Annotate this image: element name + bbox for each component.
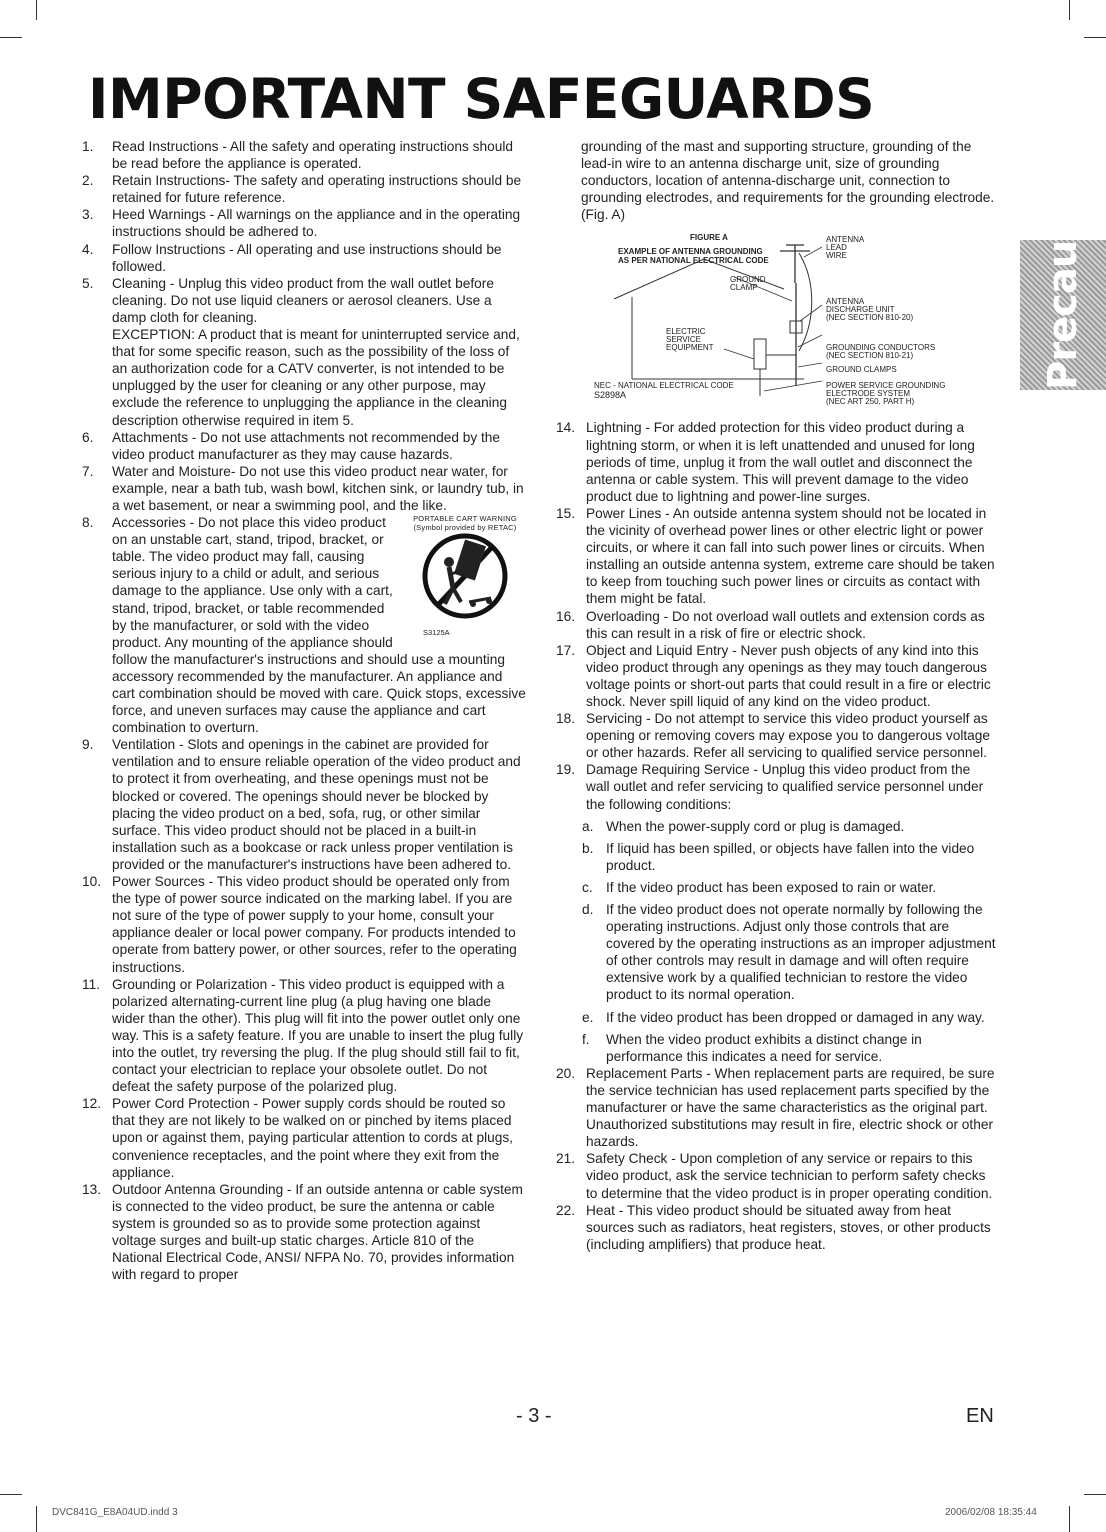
item-text: Outdoor Antenna Grounding - If an outside antenna or cable system is connected to the video product, be sure the antenna or cable system is grounded so as to provide some protection against voltage surges and built-up static charges. Article 810 of the National Electrical Code, ANSI/ NFPA No. 70, provides information with regard to proper bbox=[112, 1181, 523, 1283]
item-number: 9. bbox=[82, 737, 94, 753]
crop-mark bbox=[1084, 37, 1106, 38]
item-number: 14. bbox=[556, 420, 576, 436]
item-number: 20. bbox=[556, 1065, 576, 1081]
sub-item-letter: c. bbox=[582, 879, 593, 895]
label-antenna-lead: WIRE bbox=[826, 251, 847, 261]
item-text: Follow Instructions - All operating and use instructions should be followed. bbox=[112, 241, 502, 274]
item-text: Water and Moisture- Do not use this video product near water, for example, near a bath tub, wash bowl, kitchen sink, or laundry tub, in a wet basement, or near a swimming pool, and the like. bbox=[112, 463, 524, 513]
cart-warning-code: S3125A bbox=[423, 628, 450, 638]
label-ground-clamps: GROUND CLAMPS bbox=[826, 365, 897, 375]
item-number: 15. bbox=[556, 505, 576, 521]
sub-item-letter: d. bbox=[582, 902, 594, 917]
crop-mark bbox=[1069, 0, 1070, 20]
list-item bbox=[82, 463, 527, 514]
sub-item-text: When the power-supply cord or plug is damaged. bbox=[606, 818, 905, 834]
sub-list-item bbox=[556, 1009, 996, 1026]
list-item bbox=[556, 710, 996, 761]
item-number: 12. bbox=[82, 1096, 102, 1112]
list-item bbox=[82, 206, 527, 240]
figure-antenna-grounding bbox=[594, 231, 994, 411]
item-text: Object and Liquid Entry - Never push objects of any kind into this video product through any openings as they may touch dangerous voltage points or short-out parts that could result in a fire or electric shock. Never spill liquid of any kind on the video product. bbox=[586, 642, 991, 709]
item-text: Grounding or Polarization - This video product is equipped with a polarized alternating-current line plug (a plug having one blade wider than the other). This plug will fit into the power outlet only one way. This is a safety feature. If you are unable to insert the plug fully into the outlet, try reversing the plug. If the plug should still fail to fit, contact your electrician to replace your obsolete outlet. Do not defeat the safety purpose of the polarized plug. bbox=[112, 976, 524, 1095]
page-title: IMPORTANT SAFEGUARDS bbox=[88, 67, 875, 131]
list-item bbox=[82, 429, 527, 463]
item-number: 4. bbox=[82, 241, 94, 257]
sub-item-letter: e. bbox=[582, 1009, 594, 1025]
list-item bbox=[82, 1181, 527, 1284]
sub-item-letter: b. bbox=[582, 840, 594, 856]
item-text: Lightning - For added protection for this video product during a lightning storm, or when it is left unattended and unused for long periods of time, unplug it from the wall outlet and disconnect the antenna or cable system. This will prevent damage to the video product due to lightning and power-line surges. bbox=[586, 420, 975, 504]
item-text: Replacement Parts - When replacement parts are required, be sure the service technician has used replacement parts specified by the manufacturer or have the same characteristics as the original part. Unauthorized substitutions may result in fire, electric shock or other hazards. bbox=[586, 1065, 995, 1150]
sub-item-text: If the video product does not operate normally by following the operating instructions. Adjust only those controls that are covered by the operating instructions as an improper adjustment of other controls may result in damage and will often require extensive work by a qualified technician to restore the video product to its normal operation. bbox=[606, 902, 996, 1003]
label-service-equipment: ELECTRIC bbox=[666, 327, 706, 337]
item-exception-text: EXCEPTION: A product that is meant for uninterrupted service and, that for some specific reason, such as the possibility of the loss of an authorization code for a CATV converter, is not intended to be unplugged by the user for cleaning or any other purpose, may exclude the reference to unplugging the appliance in the cleaning description otherwise required in item 5. bbox=[112, 327, 520, 428]
item-number: 13. bbox=[82, 1181, 102, 1197]
label-discharge-unit: ANTENNA bbox=[826, 297, 865, 307]
footer-date: 2006/02/08 18:35:44 bbox=[945, 1507, 1037, 1518]
figure-title: FIGURE A bbox=[690, 233, 728, 243]
list-item bbox=[82, 1095, 527, 1180]
sub-item-text: If liquid has been spilled, or objects have fallen into the video product. bbox=[606, 840, 975, 873]
item-text: Attachments - Do not use attachments not recommended by the video product manufacturer as they may cause hazards. bbox=[112, 429, 501, 462]
list-item bbox=[556, 608, 996, 642]
list-item bbox=[556, 505, 996, 608]
label-antenna-lead: LEAD bbox=[826, 243, 847, 253]
list-item bbox=[82, 172, 527, 206]
crop-mark bbox=[1084, 1494, 1106, 1495]
list-item bbox=[82, 138, 527, 172]
item-number: 19. bbox=[556, 762, 576, 778]
cart-tip-over-icon bbox=[419, 532, 511, 620]
list-item bbox=[82, 736, 527, 873]
label-ground-clamp: CLAMP bbox=[730, 283, 758, 293]
language-code: EN bbox=[966, 1405, 994, 1427]
list-item bbox=[82, 514, 527, 736]
list-item bbox=[556, 642, 996, 710]
item-text: Heat - This video product should be situated away from heat sources such as radiators, heat registers, stoves, or other products (including amplifiers) that produce heat. bbox=[586, 1202, 991, 1252]
item-text: Cleaning - Unplug this video product from the wall outlet before cleaning. Do not use liquid cleaners or aerosol cleaners. Use a damp cloth for cleaning. bbox=[112, 275, 494, 325]
item-number: 7. bbox=[82, 463, 94, 479]
item-13-continued: grounding of the mast and supporting structure, grounding of the lead-in wire to an antenna discharge unit, size of grounding conductors, location of antenna-discharge unit, connection to grounding electrodes, and requirements for the grounding electrode. (Fig. A) bbox=[581, 139, 995, 223]
sub-item-letter: a. bbox=[582, 818, 594, 834]
item-text: Power Sources - This video product should be operated only from the type of power source indicated on the marking label. If you are not sure of the type of power supply to your home, consult your appliance dealer or local power company. For products intended to operate from battery power, or other sources, refer to the operating instructions. bbox=[112, 874, 517, 975]
label-grounding-electrode: (NEC ART 250, PART H) bbox=[826, 397, 915, 407]
label-nec: NEC - NATIONAL ELECTRICAL CODE bbox=[594, 381, 734, 391]
label-grounding-electrode: ELECTRODE SYSTEM bbox=[826, 389, 911, 399]
item-text: Heed Warnings - All warnings on the appliance and in the operating instructions should be adhered to. bbox=[112, 207, 521, 240]
figure-heading: EXAMPLE OF ANTENNA GROUNDING bbox=[618, 247, 763, 257]
list-item bbox=[82, 241, 527, 275]
crop-mark bbox=[36, 0, 37, 20]
item-number: 17. bbox=[556, 642, 576, 658]
footer-file: DVC841G_E8A04UD.indd 3 bbox=[52, 1507, 178, 1518]
page-number: - 3 - bbox=[516, 1405, 552, 1427]
item-text: Overloading - Do not overload wall outlets and extension cords as this can result in a risk of fire or electric shock. bbox=[586, 608, 985, 641]
item-text: Accessories - Do not place this video product on an unstable cart, stand, tripod, bracket, or table. The video product may fall, causing serious injury to a child or adult, and serious damage to the appliance. Use only with a cart, stand, tripod, bracket, or table recommended by the manufacturer, or sold with the video product. Any mounting of the appliance should follow the manufacturer's instructions and should use a mounting accessory recommended by the manufacturer. An appliance and cart combination should be moved with care. Quick stops, excessive force, and uneven surfaces may cause the appliance and cart combination to overturn. bbox=[112, 515, 526, 736]
item-number: 3. bbox=[82, 207, 94, 223]
item-number: 16. bbox=[556, 608, 576, 624]
label-grounding-conductors: (NEC SECTION 810-21) bbox=[826, 351, 914, 361]
item-text: Ventilation - Slots and openings in the cabinet are provided for ventilation and to ensure reliable operation of the video product and to protect it from overheating, and these openings must not be blocked or covered. The openings should never be blocked by placing the video product on a bed, sofa, rug, or other similar surface. This video product should not be placed in a built-in installation such as a bookcase or rack unless proper ventilation is provided or the manufacturer's instructions have been adhered to. bbox=[112, 737, 521, 872]
crop-mark bbox=[0, 37, 22, 38]
sub-list-item bbox=[556, 818, 996, 835]
section-tab bbox=[1020, 133, 1106, 390]
sub-list-item bbox=[556, 840, 996, 874]
crop-mark bbox=[36, 1506, 37, 1532]
cart-warning-caption: PORTABLE CART WARNING bbox=[413, 514, 517, 524]
item-text: Read Instructions - All the safety and operating instructions should be read before the appliance is operated. bbox=[112, 139, 513, 172]
sub-item-text: If the video product has been exposed to rain or water. bbox=[606, 879, 937, 895]
item-text: Power Cord Protection - Power supply cords should be routed so that they are not likely to be walked on or pinched by items placed upon or against them, paying particular attention to cords at plugs, convenience receptacles, and the point where they exit from the appliance. bbox=[112, 1096, 513, 1180]
left-column bbox=[82, 138, 527, 1283]
crop-mark bbox=[0, 1494, 22, 1495]
label-service-equipment: EQUIPMENT bbox=[666, 343, 714, 353]
figure-code: S2898A bbox=[594, 390, 627, 401]
label-grounding-conductors: GROUNDING CONDUCTORS bbox=[826, 343, 936, 353]
item-number: 10. bbox=[82, 874, 102, 890]
sub-list-item bbox=[556, 879, 996, 896]
list-item bbox=[556, 761, 996, 812]
label-discharge-unit: DISCHARGE UNIT bbox=[826, 305, 895, 315]
sub-item-text: When the video product exhibits a distinct change in performance this indicates a need for service. bbox=[606, 1031, 922, 1064]
list-item bbox=[556, 419, 996, 504]
item-number: 11. bbox=[82, 976, 101, 992]
item-text: Servicing - Do not attempt to service this video product yourself as opening or removing covers may expose you to dangerous voltage or other hazards. Refer all servicing to qualified service personnel. bbox=[586, 711, 991, 761]
right-column bbox=[556, 138, 996, 1253]
item-text: Power Lines - An outside antenna system should not be located in the vicinity of overhead power lines or other electric light or power circuits, or where it can fall into such power lines or circuits. When installing an outside antenna system, extreme care should be taken to keep from touching such power lines or circuits as contact with them might be fatal. bbox=[586, 505, 995, 607]
label-grounding-electrode: POWER SERVICE GROUNDING bbox=[826, 381, 946, 391]
item-number: 21. bbox=[556, 1151, 576, 1167]
item-text: Safety Check - Upon completion of any service or repairs to this video product, ask the service technician to perform safety checks to determine that the video product is in proper operating condition. bbox=[586, 1151, 993, 1201]
item-number: 1. bbox=[82, 139, 94, 154]
list-item bbox=[82, 873, 527, 976]
item-number: 8. bbox=[82, 515, 94, 531]
item-number: 2. bbox=[82, 173, 94, 189]
item-text: Retain Instructions- The safety and operating instructions should be retained for future reference. bbox=[112, 173, 522, 206]
item-number: 18. bbox=[556, 711, 576, 727]
section-tab-label: Precautions bbox=[1040, 133, 1086, 390]
label-discharge-unit: (NEC SECTION 810-20) bbox=[826, 313, 914, 323]
item-text: Damage Requiring Service - Unplug this video product from the wall outlet and refer servicing to qualified service personnel under the following conditions: bbox=[586, 762, 984, 812]
list-item bbox=[556, 1202, 996, 1253]
item-number: 22. bbox=[556, 1202, 576, 1218]
list-item bbox=[556, 1065, 996, 1150]
figure-heading: AS PER NATIONAL ELECTRICAL CODE bbox=[618, 256, 769, 266]
label-service-equipment: SERVICE bbox=[666, 335, 701, 345]
list-item bbox=[556, 1150, 996, 1201]
sub-list-item bbox=[556, 1031, 996, 1065]
label-antenna-lead: ANTENNA bbox=[826, 235, 865, 245]
crop-mark bbox=[1069, 1506, 1070, 1532]
sub-list-item bbox=[556, 901, 996, 1004]
sub-item-letter: f. bbox=[582, 1031, 590, 1047]
sub-item-text: If the video product has been dropped or damaged in any way. bbox=[606, 1009, 985, 1025]
list-item bbox=[82, 275, 527, 429]
label-ground-clamp: GROUND bbox=[730, 275, 766, 285]
cart-warning-note: (Symbol provided by RETAC) bbox=[413, 523, 517, 533]
cart-warning-symbol bbox=[403, 514, 527, 641]
item-number: 5. bbox=[82, 275, 94, 291]
item-number: 6. bbox=[82, 429, 94, 445]
list-item bbox=[82, 976, 527, 1096]
